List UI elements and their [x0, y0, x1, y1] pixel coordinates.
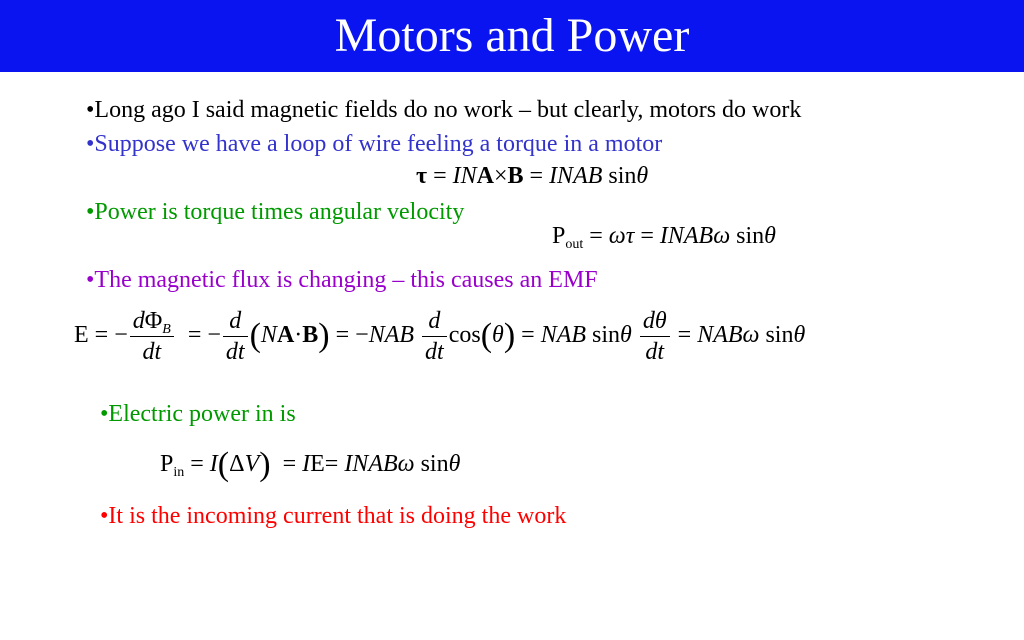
bullet-electric-power: •Electric power in is	[100, 401, 296, 427]
bullet-magnetic-no-work: •Long ago I said magnetic fields do no work – but clearly, motors do work	[86, 97, 802, 123]
bullet-flux-emf: •The magnetic flux is changing – this causes an EMF	[86, 267, 598, 293]
power-out-equation: $P_{out} = \omega\tau$ = INABω sinθ	[552, 223, 776, 252]
bullet-loop-torque: •Suppose we have a loop of wire feeling a torque in a motor	[86, 131, 663, 157]
power-in-equation: $P_{in} = I(\Delta V) = IE=$ INABω sinθ	[160, 446, 461, 483]
torque-equation: τ = INA×B = INAB sinθ	[416, 163, 649, 189]
bullet-incoming-current: •It is the incoming current that is doing the work	[100, 503, 567, 529]
emf-equation: E = − $\frac{d\Phi_B}{dt}$ = − $\frac{d}{dt}$ (NA·B) = −NAB $\frac{d}{dt}$ cos(θ) = NAB sinθ $\frac{d\theta}{dt}$ = NABω sinθ	[74, 308, 806, 365]
bullet-power-torque: •Power is torque times angular velocity	[86, 199, 465, 225]
slide-title: Motors and Power	[334, 9, 690, 62]
